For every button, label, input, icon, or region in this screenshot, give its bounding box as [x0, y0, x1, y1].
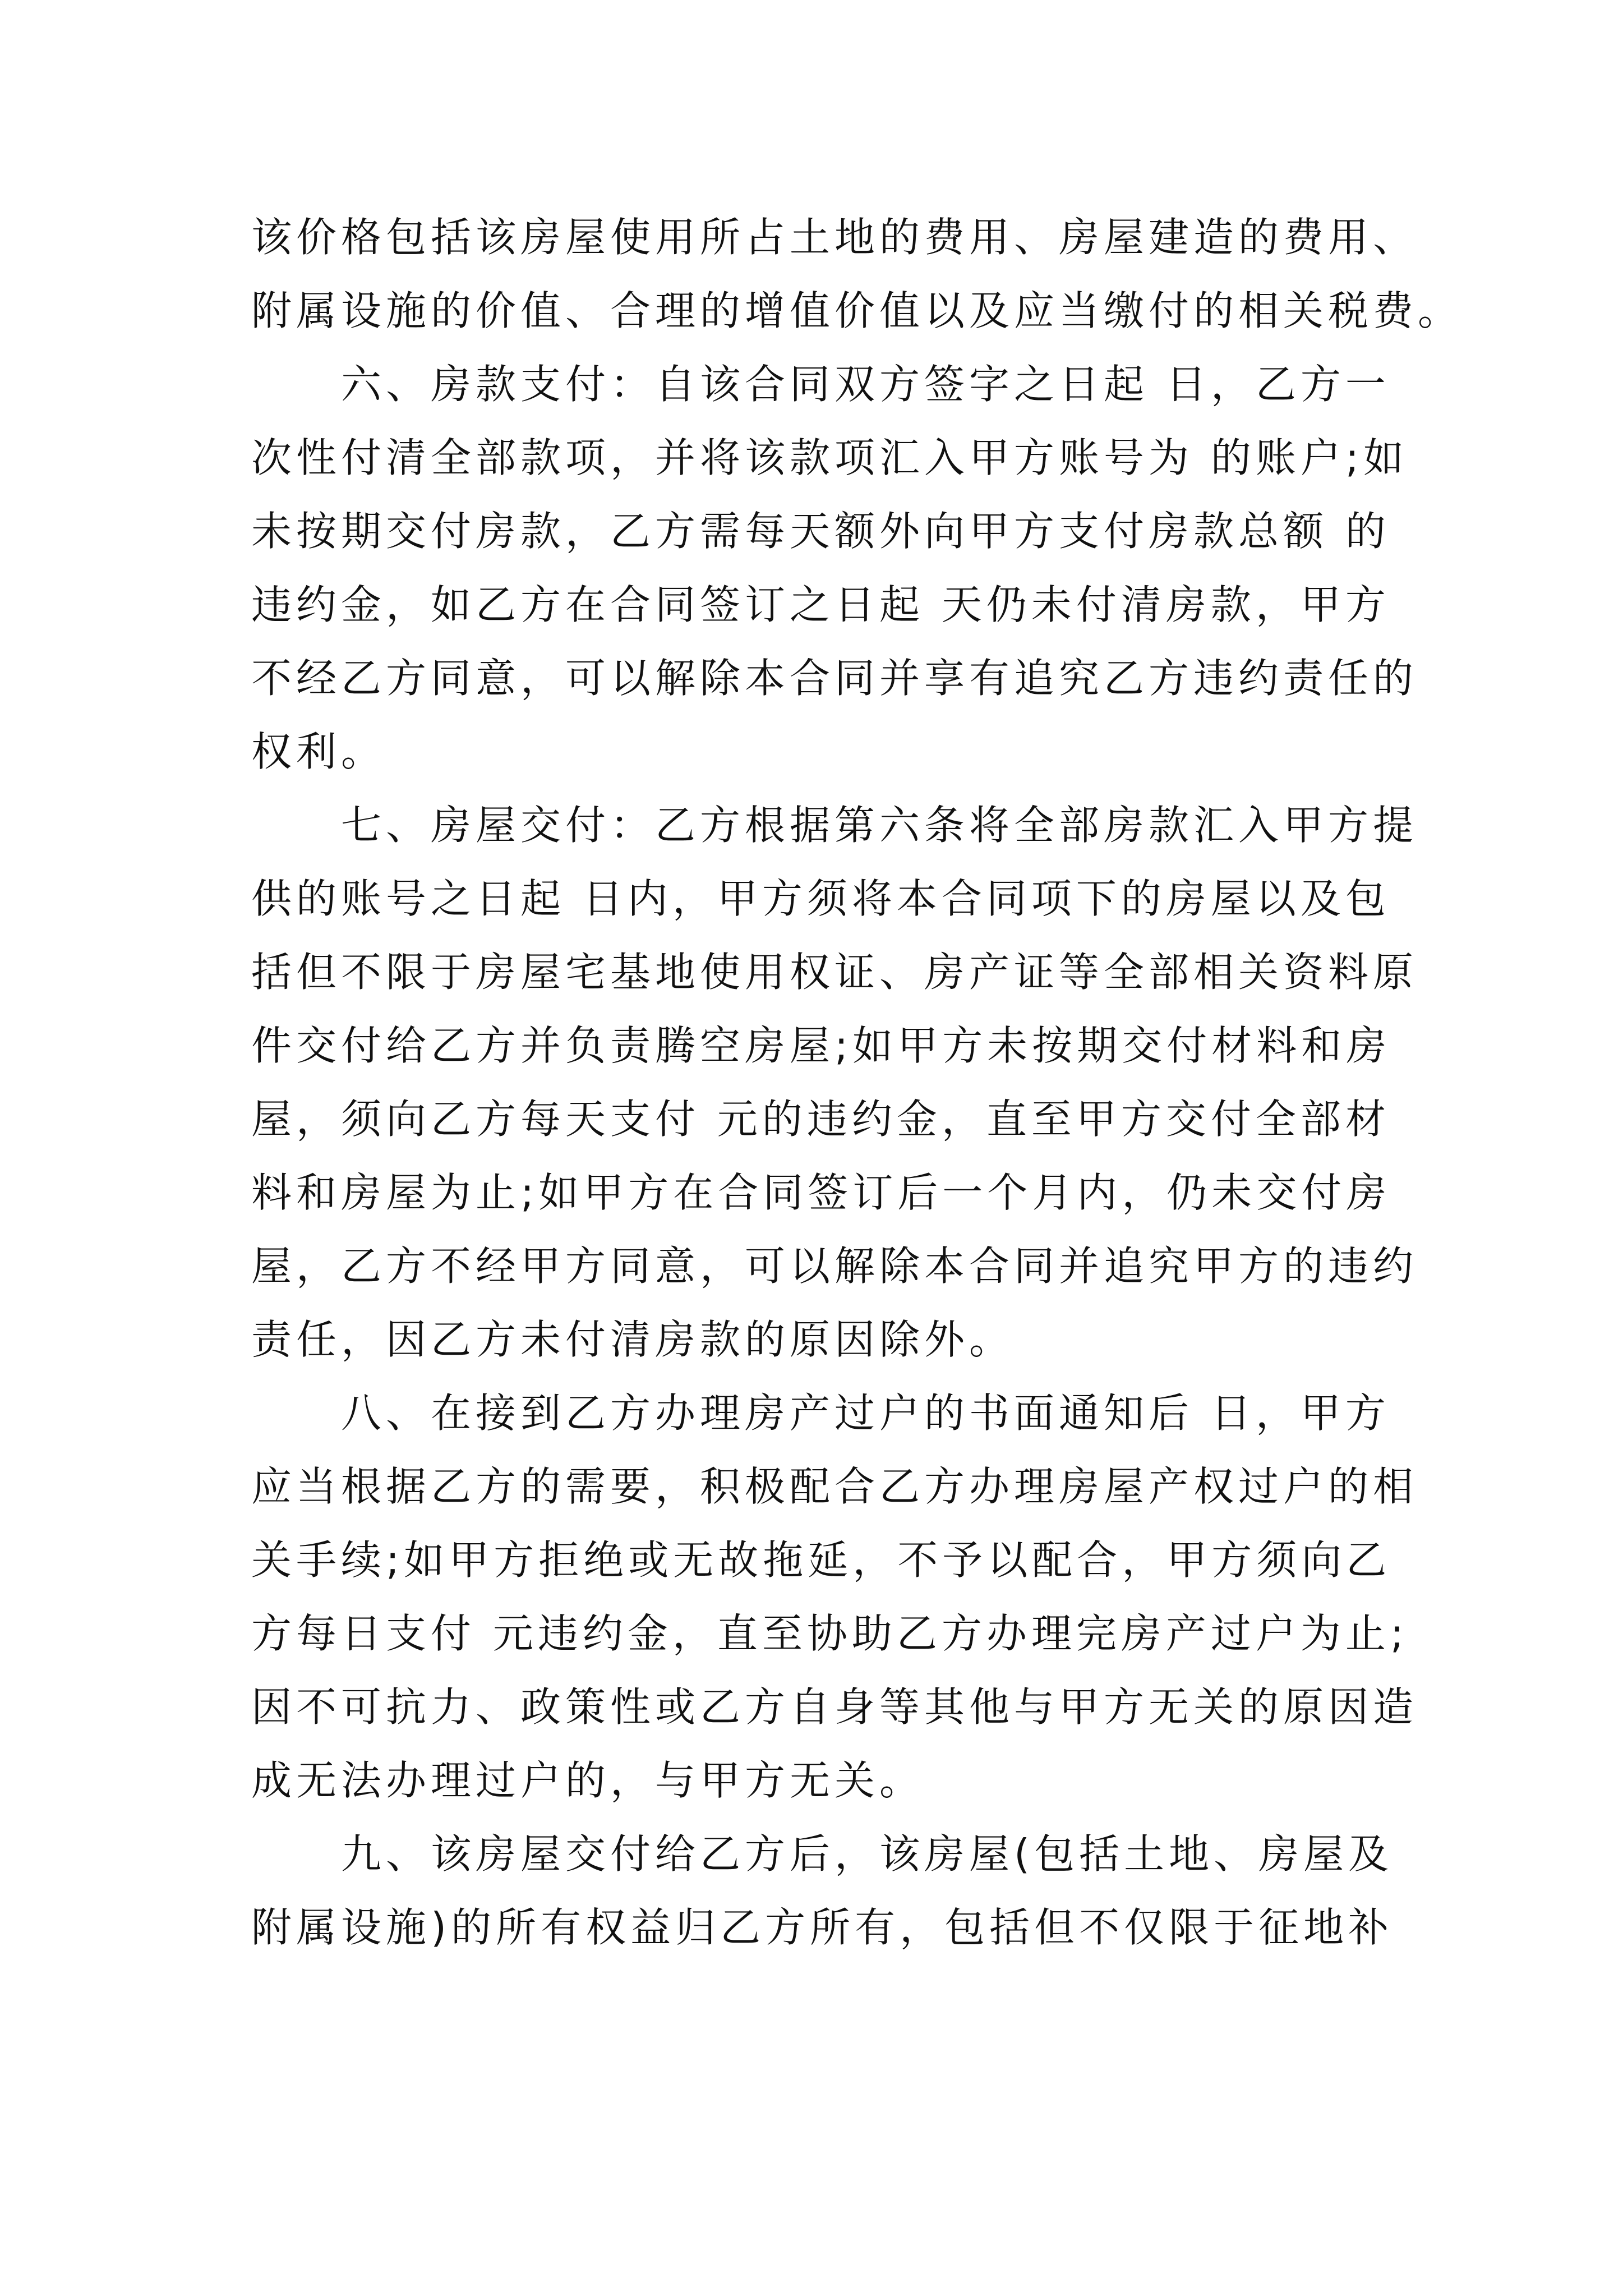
clause-6-start: 六、房款支付：自该合同双方签字之日起 日，乙方一: [341, 361, 1390, 408]
text-line: 件交付给乙方并负责腾空房屋;如甲方未按期交付材料和房: [251, 1022, 1391, 1069]
text-line: 方每日支付 元违约金，直至协助乙方办理完房产过户为止;: [251, 1610, 1409, 1657]
text-line: 括但不限于房屋宅基地使用权证、房产证等全部相关资料原: [251, 949, 1418, 996]
text-line: 因不可抗力、政策性或乙方自身等其他与甲方无关的原因造: [251, 1683, 1418, 1731]
text-line: 违约金，如乙方在合同签订之日起 天仍未付清房款，甲方: [251, 581, 1390, 628]
text-line: 未按期交付房款，乙方需每天额外向甲方支付房款总额 的: [251, 508, 1390, 555]
text-line: 不经乙方同意，可以解除本合同并享有追究乙方违约责任的: [251, 655, 1418, 702]
text-line: 应当根据乙方的需要，积极配合乙方办理房屋产权过户的相: [251, 1463, 1418, 1510]
text-line: 料和房屋为止;如甲方在合同签订后一个月内，仍未交付房: [251, 1169, 1391, 1216]
clause-7-start: 七、房屋交付：乙方根据第六条将全部房款汇入甲方提: [341, 802, 1418, 849]
text-line: 附属设施)的所有权益归乙方所有，包括但不仅限于征地补: [251, 1904, 1394, 1951]
text-line: 权利。: [251, 728, 386, 775]
text-line: 该价格包括该房屋使用所占土地的费用、房屋建造的费用、: [251, 214, 1418, 261]
clause-8-start: 八、在接到乙方办理房产过户的书面通知后 日，甲方: [341, 1389, 1390, 1437]
text-line: 附属设施的价值、合理的增值价值以及应当缴付的相关税费。: [251, 287, 1463, 334]
text-line: 屋，乙方不经甲方同意，可以解除本合同并追究甲方的违约: [251, 1243, 1418, 1290]
clause-9-start: 九、该房屋交付给乙方后，该房屋(包括土地、房屋及: [341, 1830, 1394, 1878]
text-line: 供的账号之日起 日内，甲方须将本合同项下的房屋以及包: [251, 875, 1390, 922]
text-line: 次性付清全部款项，并将该款项汇入甲方账号为 的账户;如: [251, 434, 1409, 481]
text-line: 屋，须向乙方每天支付 元的违约金，直至甲方交付全部材: [251, 1096, 1390, 1143]
contract-body: [251, 201, 1463, 1964]
text-line: 责任，因乙方未付清房款的原因除外。: [251, 1316, 1015, 1363]
text-line: 成无法办理过户的，与甲方无关。: [251, 1757, 925, 1804]
text-line: 关手续;如甲方拒绝或无故拖延，不予以配合，甲方须向乙: [251, 1536, 1391, 1584]
